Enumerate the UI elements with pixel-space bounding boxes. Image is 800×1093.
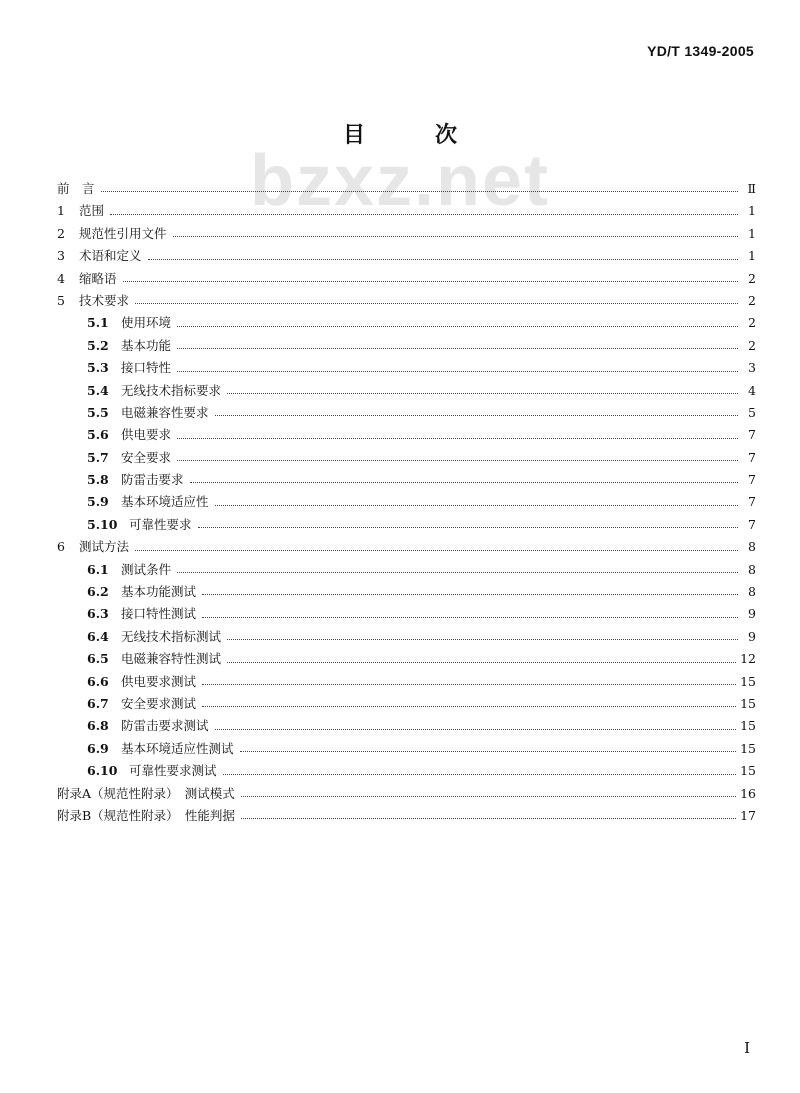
- toc-entry-number: 5.1: [87, 315, 109, 331]
- dot-leader: [101, 191, 738, 192]
- toc-entry-title: 范围: [79, 203, 105, 219]
- toc-entry-page: 5: [748, 404, 756, 420]
- toc-entry-page: 3: [748, 360, 756, 376]
- toc-entry[interactable]: [57, 515, 756, 537]
- dot-leader: [148, 259, 738, 260]
- toc-entry[interactable]: [57, 179, 756, 201]
- toc-entry-page: 15: [740, 695, 756, 711]
- dot-leader: [177, 438, 738, 439]
- toc-entry[interactable]: [57, 224, 756, 246]
- dot-leader: [215, 729, 737, 730]
- toc-entry-page: 4: [748, 382, 756, 398]
- toc-entry-title: 安全要求: [121, 449, 172, 465]
- toc-entry-number: 5.2: [87, 337, 109, 353]
- toc-entry-number: 6: [57, 539, 65, 555]
- toc-entry-page: 9: [748, 628, 756, 644]
- watermark: bzxz.net: [249, 141, 551, 221]
- toc-entry-number: 6.3: [87, 606, 109, 622]
- toc-entry[interactable]: [57, 649, 756, 671]
- toc-entry-page: 15: [740, 673, 756, 689]
- toc-entry-number: 6.5: [87, 651, 109, 667]
- toc-entry-title: 规范性引用文件: [79, 225, 167, 241]
- toc-entry-title: 电磁兼容特性测试: [121, 651, 222, 667]
- toc-entry[interactable]: [57, 560, 756, 582]
- toc-entry[interactable]: [57, 403, 756, 425]
- toc-entry-number: 5.4: [87, 382, 109, 398]
- dot-leader: [202, 617, 738, 618]
- table-of-contents: [57, 179, 756, 828]
- toc-entry-title: 安全要求测试: [121, 695, 197, 711]
- toc-entry-page: 1: [748, 203, 756, 219]
- dot-leader: [110, 214, 738, 215]
- dot-leader: [177, 348, 738, 349]
- toc-entry-title: 测试方法: [79, 539, 130, 555]
- toc-entry[interactable]: [57, 627, 756, 649]
- toc-entry-title: 无线技术指标测试: [121, 628, 222, 644]
- toc-entry[interactable]: [57, 291, 756, 313]
- page-title: [0, 118, 800, 149]
- title-char-2: 次: [435, 122, 458, 148]
- dot-leader: [177, 572, 738, 573]
- toc-entry-number: 1: [57, 203, 65, 219]
- toc-entry-page: 8: [748, 539, 756, 555]
- toc-entry-page: 17: [740, 807, 756, 823]
- toc-entry-number: 6.2: [87, 584, 109, 600]
- toc-entry-title: 术语和定义: [79, 248, 142, 264]
- toc-entry-number: 5.5: [87, 404, 109, 420]
- toc-entry-page: 12: [740, 651, 756, 667]
- dot-leader: [177, 371, 738, 372]
- toc-entry[interactable]: [57, 448, 756, 470]
- toc-entry[interactable]: [57, 582, 756, 604]
- dot-leader: [227, 662, 736, 663]
- toc-entry[interactable]: [57, 336, 756, 358]
- toc-entry-page: Ⅱ: [747, 181, 756, 196]
- toc-entry-title: 缩略语: [79, 270, 117, 286]
- toc-entry[interactable]: [57, 761, 756, 783]
- dot-leader: [177, 326, 738, 327]
- toc-entry[interactable]: [57, 694, 756, 716]
- toc-entry[interactable]: [57, 784, 756, 806]
- toc-entry-title: 基本功能: [121, 337, 172, 353]
- toc-entry-number: 5.9: [87, 494, 109, 510]
- toc-entry-title: 附录B（规范性附录） 性能判据: [57, 807, 235, 823]
- dot-leader: [198, 527, 738, 528]
- toc-entry[interactable]: [57, 716, 756, 738]
- toc-entry-page: 2: [748, 292, 756, 308]
- toc-entry[interactable]: [57, 604, 756, 626]
- dot-leader: [241, 818, 736, 819]
- document-code: YD/T 1349-2005: [647, 43, 754, 59]
- toc-entry-number: 6.7: [87, 695, 109, 711]
- toc-entry-page: 8: [748, 561, 756, 577]
- toc-entry-title: 附录A（规范性附录） 测试模式: [57, 785, 235, 801]
- toc-entry-page: 9: [748, 606, 756, 622]
- toc-entry[interactable]: [57, 739, 756, 761]
- toc-entry[interactable]: [57, 425, 756, 447]
- toc-entry-title: 供电要求: [121, 427, 172, 443]
- toc-entry-title: 可靠性要求: [129, 516, 192, 532]
- toc-entry-title: 防雷击要求测试: [121, 718, 209, 734]
- toc-entry-page: 2: [748, 337, 756, 353]
- toc-entry-title: 可靠性要求测试: [129, 763, 217, 779]
- toc-entry-number: 5.3: [87, 360, 109, 376]
- toc-entry[interactable]: [57, 806, 756, 828]
- toc-entry[interactable]: [57, 201, 756, 223]
- dot-leader: [202, 594, 738, 595]
- toc-entry[interactable]: [57, 313, 756, 335]
- toc-entry-page: 2: [748, 315, 756, 331]
- toc-entry-page: 1: [748, 248, 756, 264]
- title-char-1: 目: [342, 122, 365, 148]
- dot-leader: [135, 303, 738, 304]
- toc-entry-page: 15: [740, 763, 756, 779]
- dot-leader: [227, 393, 738, 394]
- dot-leader: [241, 796, 736, 797]
- dot-leader: [215, 415, 738, 416]
- toc-entry-number: 6.9: [87, 740, 109, 756]
- toc-entry-number: 6.4: [87, 628, 109, 644]
- toc-entry-number: 4: [57, 270, 65, 286]
- toc-entry-title: 使用环境: [121, 315, 172, 331]
- toc-entry[interactable]: [57, 672, 756, 694]
- toc-entry-number: 3: [57, 248, 65, 264]
- toc-entry-number: 6.1: [87, 561, 109, 577]
- toc-entry-number: 5.8: [87, 472, 109, 488]
- toc-entry[interactable]: [57, 358, 756, 380]
- toc-entry[interactable]: [57, 470, 756, 492]
- toc-entry[interactable]: [57, 537, 756, 559]
- dot-leader: [190, 482, 738, 483]
- toc-entry-page: 2: [748, 270, 756, 286]
- toc-entry-title: 电磁兼容性要求: [121, 404, 209, 420]
- toc-entry[interactable]: [57, 381, 756, 403]
- toc-entry-number: 6.6: [87, 673, 109, 689]
- toc-entry-page: 8: [748, 584, 756, 600]
- toc-entry[interactable]: [57, 492, 756, 514]
- dot-leader: [123, 281, 738, 282]
- toc-entry-number: 5.7: [87, 449, 109, 465]
- toc-entry-title: 基本环境适应性测试: [121, 740, 234, 756]
- toc-entry-title: 技术要求: [79, 292, 130, 308]
- toc-entry-number: 5.10: [87, 516, 118, 532]
- dot-leader: [215, 505, 738, 506]
- dot-leader: [223, 774, 737, 775]
- toc-entry-title: 基本环境适应性: [121, 494, 209, 510]
- toc-entry-page: 15: [740, 740, 756, 756]
- toc-entry-page: 1: [748, 225, 756, 241]
- dot-leader: [202, 684, 736, 685]
- toc-entry-number: 5.6: [87, 427, 109, 443]
- toc-entry-title: 前 言: [57, 181, 95, 196]
- dot-leader: [173, 236, 738, 237]
- toc-entry-page: 16: [740, 785, 756, 801]
- toc-entry-page: 15: [740, 718, 756, 734]
- toc-entry-title: 无线技术指标要求: [121, 382, 222, 398]
- dot-leader: [135, 550, 738, 551]
- toc-entry-page: 7: [748, 427, 756, 443]
- dot-leader: [202, 706, 736, 707]
- toc-entry-number: 6.8: [87, 718, 109, 734]
- toc-entry-number: 2: [57, 225, 65, 241]
- toc-entry-title: 基本功能测试: [121, 584, 197, 600]
- toc-entry-page: 7: [748, 494, 756, 510]
- toc-entry-page: 7: [748, 472, 756, 488]
- toc-entry-page: 7: [748, 449, 756, 465]
- toc-entry-title: 接口特性: [121, 360, 172, 376]
- toc-entry-title: 测试条件: [121, 561, 172, 577]
- toc-entry[interactable]: [57, 269, 756, 291]
- page-number: I: [744, 1039, 750, 1057]
- dot-leader: [240, 751, 737, 752]
- toc-entry[interactable]: [57, 246, 756, 268]
- toc-entry-number: 6.10: [87, 763, 118, 779]
- toc-entry-number: 5: [57, 292, 65, 308]
- dot-leader: [177, 460, 738, 461]
- toc-entry-title: 供电要求测试: [121, 673, 197, 689]
- toc-entry-page: 7: [748, 516, 756, 532]
- dot-leader: [227, 639, 738, 640]
- toc-entry-title: 接口特性测试: [121, 606, 197, 622]
- toc-entry-title: 防雷击要求: [121, 472, 184, 488]
